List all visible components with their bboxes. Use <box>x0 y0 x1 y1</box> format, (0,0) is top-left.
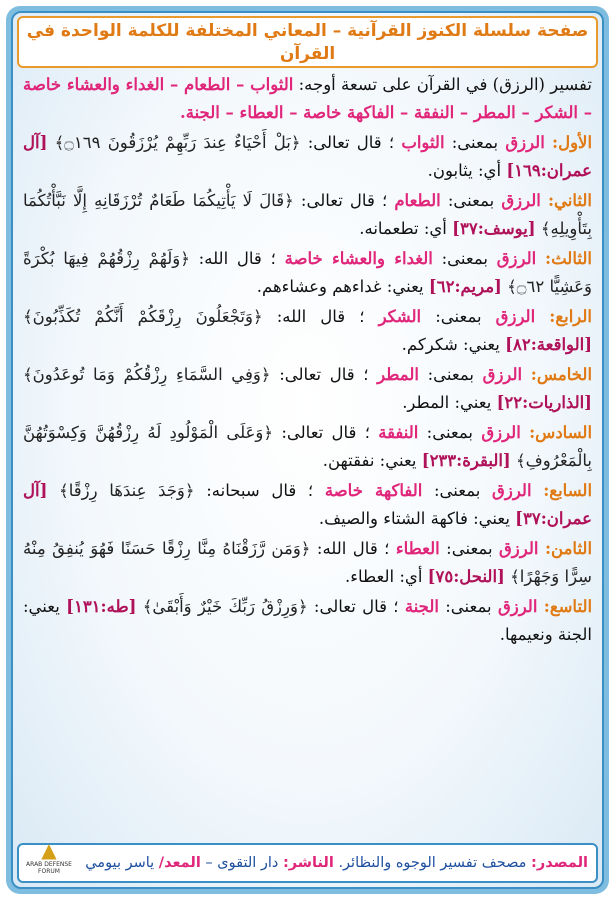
entry-reference: [الذاريات:٢٢] <box>496 393 592 412</box>
source-text: مصحف تفسير الوجوه والنظائر. <box>338 855 527 871</box>
intro-paragraph <box>23 71 592 127</box>
entry-meaning: النفقة <box>378 423 419 442</box>
forum-logo <box>25 839 73 879</box>
meaning-entry <box>23 303 592 359</box>
entry-reference: [يوسف:٣٧] <box>452 219 536 238</box>
entry-meaning: الجنة <box>404 597 439 616</box>
publisher-label: الناشر: <box>282 855 334 871</box>
page-frame <box>6 6 609 894</box>
entry-says: ؛ قال سبحانه: <box>206 481 314 500</box>
entry-reference: [آل عمران:٣٧] <box>23 481 592 528</box>
entry-meaning: الفاكهة خاصة <box>324 481 423 500</box>
source-label: المصدر: <box>531 855 588 871</box>
entry-word: الرزق <box>497 597 538 616</box>
entry-reference: [النحل:٧٥] <box>427 567 505 586</box>
intro-lead: تفسير (الرزق) في القرآن على تسعة أوجه: <box>298 75 592 94</box>
entry-word: الرزق <box>492 481 532 500</box>
article-body <box>23 71 592 831</box>
entry-connector: بمعنى: <box>435 307 482 326</box>
entry-word: الرزق <box>481 423 521 442</box>
page-panel <box>11 11 604 889</box>
entry-connector: بمعنى: <box>427 365 474 384</box>
entry-says: ؛ قال الله: <box>316 539 390 558</box>
author-text: ياسر بيومي <box>85 855 155 871</box>
entry-ordinal: السابع: <box>543 481 592 500</box>
entry-meaning: المطر <box>377 365 419 384</box>
meaning-list <box>23 129 592 649</box>
entry-meaning: الطعام <box>394 191 441 210</box>
meaning-entry <box>23 129 592 185</box>
entry-gloss: أي: يثابون. <box>427 161 502 180</box>
entry-verse: ﴿وَعَلَى الْمَوْلُودِ لَهُ رِزْقُهُنَّ وَكِسْوَتُهُنَّ بِالْمَعْرُوفِ﴾ <box>23 423 592 470</box>
meaning-entry <box>23 477 592 533</box>
entry-ordinal: الرابع: <box>549 307 592 326</box>
entry-gloss: يعني: غداءهم وعشاءهم. <box>256 277 424 296</box>
meaning-entry <box>23 535 592 591</box>
entry-connector: بمعنى: <box>445 597 492 616</box>
entry-gloss: يعني: فاكهة الشتاء والصيف. <box>318 509 510 528</box>
entry-connector: بمعنى: <box>426 423 474 442</box>
entry-verse: ﴿قَالَ لَا يَأْتِيكُمَا طَعَامٌ تُرْزَقَانِهِ إِلَّا نَبَّأْتُكُمَا بِتَأْوِيلِهِ﴾ <box>23 191 592 238</box>
entry-connector: بمعنى: <box>446 539 493 558</box>
entry-gloss: أي: العطاء. <box>344 567 423 586</box>
meaning-entry <box>23 187 592 243</box>
logo-caption: ARAB DEFENSE FORUM <box>26 861 72 875</box>
entry-gloss: يعني: الجنة ونعيمها. <box>23 597 592 644</box>
publisher-text: دار التقوى – <box>205 855 279 871</box>
entry-reference: [طه:١٣١] <box>66 597 137 616</box>
entry-meaning: الغداء والعشاء خاصة <box>284 249 433 268</box>
eagle-icon: ▲ <box>41 838 57 862</box>
entry-ordinal: الخامس: <box>530 365 592 384</box>
entry-ordinal: الثاني: <box>547 191 592 210</box>
entry-word: الرزق <box>499 539 539 558</box>
entry-word: الرزق <box>482 365 523 384</box>
entry-says: ؛ قال الله: <box>198 249 276 268</box>
entry-ordinal: الأول: <box>552 133 592 152</box>
entry-ordinal: السادس: <box>529 423 592 442</box>
entry-word: الرزق <box>495 307 536 326</box>
entry-ordinal: الثالث: <box>545 249 592 268</box>
entry-word: الرزق <box>505 133 545 152</box>
entry-connector: بمعنى: <box>434 481 481 500</box>
meaning-entry <box>23 361 592 417</box>
entry-gloss: يعني: شكركم. <box>401 335 500 354</box>
entry-verse: ﴿وَجَدَ عِندَهَا رِزْقًا﴾ <box>59 481 195 500</box>
entry-meaning: الشكر <box>378 307 422 326</box>
entry-ordinal: التاسع: <box>543 597 592 616</box>
entry-word: الرزق <box>496 249 537 268</box>
entry-verse: ﴿وَفِي السَّمَاءِ رِزْقُكُمْ وَمَا تُوعَدُونَ﴾ <box>23 365 271 384</box>
meaning-entry <box>23 245 592 301</box>
entry-gloss: أي: تطعمانه. <box>359 219 447 238</box>
entry-word: الرزق <box>501 191 541 210</box>
entry-verse: ﴿بَلْ أَحْيَاءٌ عِندَ رَبِّهِمْ يُرْزَقُونَ ۝١٦٩﴾ <box>54 133 301 152</box>
author-label: المعد/ <box>158 855 201 871</box>
entry-reference: [الواقعة:٨٢] <box>505 335 592 354</box>
entry-says: ؛ قال تعالى: <box>281 423 370 442</box>
footer-bar <box>17 843 598 883</box>
entry-ordinal: الثامن: <box>544 539 592 558</box>
entry-reference: [البقرة:٢٣٣] <box>421 451 511 470</box>
entry-reference: [آل عمران:١٦٩] <box>23 133 592 180</box>
entry-verse: ﴿وَتَجْعَلُونَ رِزْقَكُمْ أَنَّكُمْ تُكَذِّبُونَ﴾ <box>23 307 263 326</box>
entry-says: ؛ قال الله: <box>276 307 365 326</box>
meaning-entry <box>23 419 592 475</box>
entry-meaning: العطاء <box>395 539 440 558</box>
entry-verse: ﴿وَلَهُمْ رِزْقُهُمْ فِيهَا بُكْرَةً وَعَشِيًّا ۝٦٢﴾ <box>23 249 592 296</box>
entry-says: ؛ قال تعالى: <box>313 597 399 616</box>
entry-connector: بمعنى: <box>451 133 499 152</box>
entry-connector: بمعنى: <box>447 191 495 210</box>
entry-reference: [مريم:٦٢] <box>428 277 502 296</box>
page-title: صفحة سلسلة الكنوز القرآنية – المعاني المختلفة للكلمة الواحدة في القرآن <box>26 21 589 64</box>
header-banner <box>17 16 598 68</box>
entry-says: ؛ قال تعالى: <box>300 191 388 210</box>
entry-says: ؛ قال تعالى: <box>279 365 369 384</box>
entry-verse: ﴿وَمَن رَّزَقْنَاهُ مِنَّا رِزْقًا حَسَنًا فَهُوَ يُنفِقُ مِنْهُ سِرًّا وَجَهْرًا﴾ <box>23 539 592 586</box>
entry-verse: ﴿وَرِزْقُ رَبِّكَ خَيْرٌ وَأَبْقَىٰ﴾ <box>142 597 308 616</box>
meaning-entry <box>23 593 592 649</box>
entry-says: ؛ قال تعالى: <box>307 133 395 152</box>
entry-meaning: الثواب <box>401 133 445 152</box>
entry-gloss: يعني: المطر. <box>402 393 492 412</box>
entry-connector: بمعنى: <box>441 249 488 268</box>
intro-meanings: الثواب – الطعام – الغداء والعشاء خاصة – الشكر – المطر – النفقة – الفاكهة خاصة – العطاء – الجنة. <box>23 75 592 122</box>
entry-gloss: يعني: نفقتهن. <box>322 451 417 470</box>
